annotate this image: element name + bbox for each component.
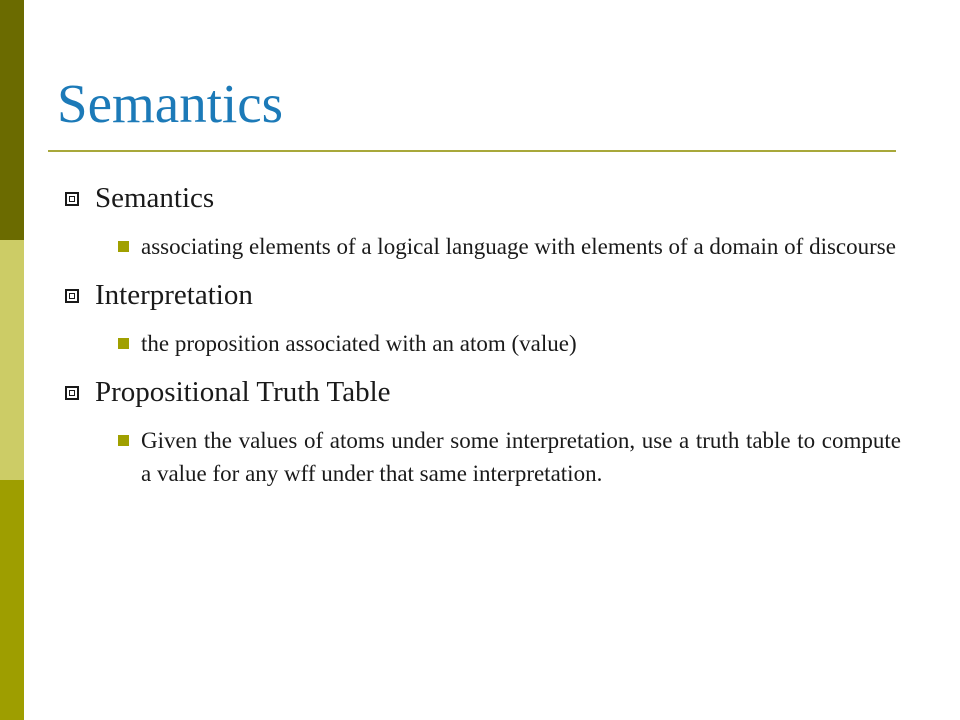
bullet-heading: Propositional Truth Table (95, 376, 391, 408)
bullet-truth-table (58, 372, 908, 412)
slide-body (58, 178, 908, 490)
sub-bullet-text: Given the values of atoms under some interpretation, use a truth table to compute a value for any wff under that same interpretation. (141, 428, 901, 486)
sidebar-stripe-bottom (0, 480, 24, 720)
hollow-square-bullet-icon (65, 192, 79, 206)
sub-bullet-text: the proposition associated with an atom (value) (141, 331, 577, 356)
sidebar-stripe-top (0, 0, 24, 240)
bullet-heading: Interpretation (95, 279, 253, 311)
filled-square-bullet-icon (118, 338, 129, 349)
hollow-square-bullet-icon (65, 289, 79, 303)
sub-bullet-interpretation-definition (58, 327, 901, 360)
sidebar-stripe-middle (0, 240, 24, 480)
title-underline (48, 150, 896, 152)
bullet-interpretation (58, 275, 908, 315)
sub-bullet-semantics-definition (58, 230, 901, 263)
bullet-semantics (58, 178, 908, 218)
slide-title: Semantics (57, 73, 284, 134)
bullet-heading: Semantics (95, 182, 215, 214)
filled-square-bullet-icon (118, 241, 129, 252)
sub-bullet-text: associating elements of a logical language with elements of a domain of discourse (141, 234, 896, 259)
sub-bullet-truth-table-definition (58, 424, 901, 490)
bullet-list (58, 178, 908, 490)
hollow-square-bullet-icon (65, 386, 79, 400)
filled-square-bullet-icon (118, 435, 129, 446)
